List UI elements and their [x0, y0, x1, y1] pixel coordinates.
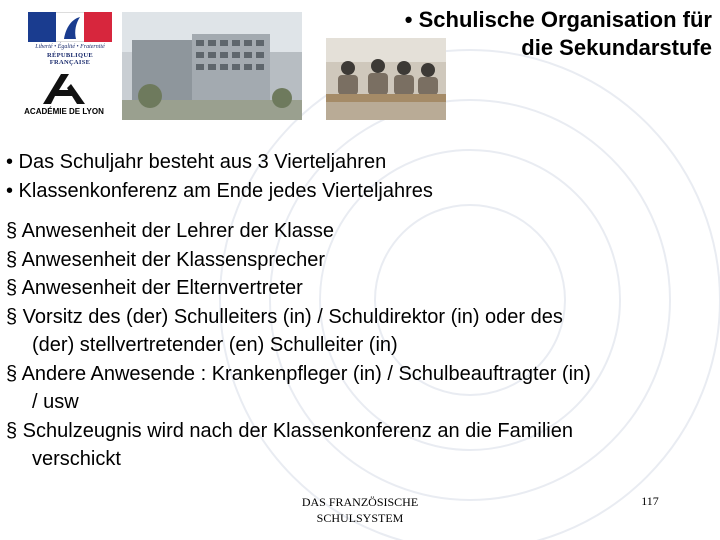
- intro-bullet: • Klassenkonferenz am Ende jedes Vierteljahres: [6, 179, 433, 202]
- list-item: § Schulzeugnis wird nach der Klassenkonferenz an die Familien: [6, 419, 573, 442]
- republique-francaise-logo: [28, 12, 112, 64]
- republique-motto: Liberté • Égalité • Fraternité: [35, 44, 105, 50]
- page-number: 117: [641, 494, 659, 508]
- flag-red-band: [84, 12, 112, 42]
- footer-line-1: DAS FRANZÖSISCHE: [301, 495, 419, 509]
- flag-white-band: [56, 12, 84, 42]
- footer-line-2: SCHULSYSTEM: [316, 511, 404, 525]
- title-line-1: • Schulische Organisation für: [404, 7, 712, 32]
- school-building-photo: [122, 12, 302, 120]
- title-line-2: die Sekundarstufe: [521, 35, 712, 60]
- list-item: § Anwesenheit der Elternvertreter: [6, 277, 303, 299]
- academie-de-lyon-logo: [8, 72, 120, 120]
- list-item-continuation: / usw: [32, 391, 79, 413]
- flag-blue-band: [28, 12, 56, 42]
- list-item: § Andere Anwesende : Krankenpfleger (in) / Schulbeauftragter (in): [6, 362, 591, 385]
- intro-bullet: • Das Schuljahr besteht aus 3 Vierteljahren: [6, 151, 387, 173]
- footer-label: [285, 494, 435, 526]
- academie-name: ACADÉMIE DE LYON: [24, 107, 104, 116]
- list-item-continuation: (der) stellvertretender (en) Schulleiter (in): [32, 334, 398, 356]
- list-item-continuation: verschickt: [32, 448, 121, 470]
- republique-name: RÉPUBLIQUE FRANÇAISE: [47, 52, 93, 66]
- list-spacer: [6, 205, 712, 217]
- list-item: § Anwesenheit der Lehrer der Klasse: [6, 220, 334, 242]
- academie-a-icon: [39, 72, 89, 106]
- list-item: § Vorsitz des (der) Schulleiters (in) / Schuldirektor (in) oder des: [6, 305, 563, 328]
- marianne-flag-icon: [28, 12, 112, 42]
- slide-title: [312, 6, 712, 62]
- slide-content: [6, 148, 712, 474]
- list-item: § Anwesenheit der Klassensprecher: [6, 248, 326, 271]
